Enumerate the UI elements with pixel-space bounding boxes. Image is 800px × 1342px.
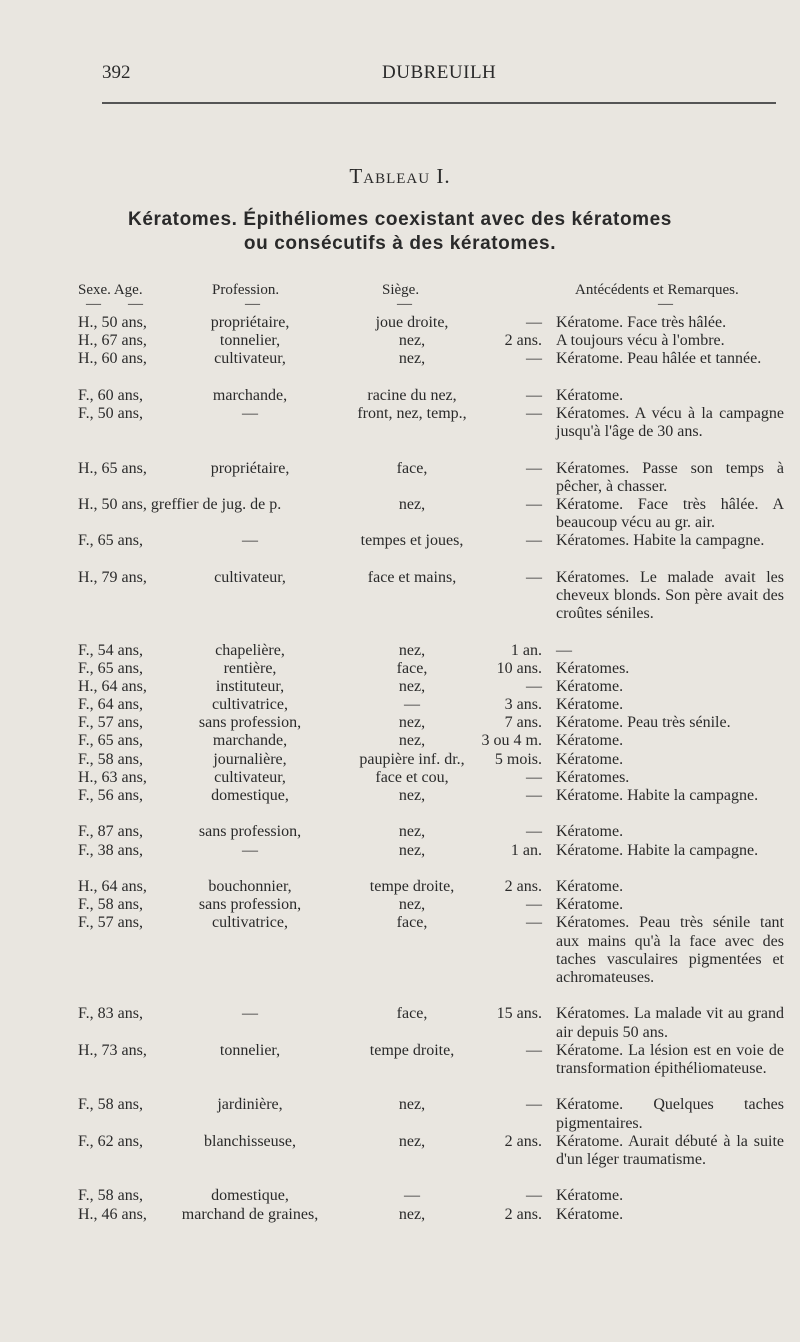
cell-remarks: Kératome. La lésion est en voie de transformation épithéliomateuse. [556, 1041, 784, 1077]
cell-profession: blanchisseuse, [204, 1132, 296, 1150]
table-row [0, 660, 800, 678]
table-row [0, 842, 800, 878]
cell-site: nez, [398, 677, 426, 695]
column-header-remarques: Antécédents et Remarques. [575, 282, 739, 298]
cell-profession: cultivatrice, [212, 914, 288, 932]
cell-site: paupière inf. dr., [359, 750, 465, 768]
cell-site: nez, [398, 841, 426, 859]
cell-sex-age: F., 50 ans, [78, 404, 143, 422]
cell-remarks: Kératome. Peau hâlée et tannée. [556, 350, 762, 368]
table-row [0, 751, 800, 769]
cell-sex-age: H., 63 ans, [78, 768, 147, 786]
cell-remarks: Kératome. [556, 1187, 624, 1205]
cell-sex-age: F., 60 ans, [78, 386, 143, 404]
cell-site: racine du nez, [367, 386, 457, 404]
table-row [0, 914, 800, 1005]
cell-sex-age: F., 58 ans, [78, 1187, 143, 1205]
cell-duration: — [526, 768, 542, 786]
cell-sex-age: F., 83 ans, [78, 1005, 143, 1023]
table-body [0, 314, 800, 1224]
cell-remarks: Kératome. Quelques taches pigmentaires. [556, 1096, 784, 1132]
cell-duration: — [526, 314, 542, 331]
cell-profession: jardinière, [217, 1096, 283, 1114]
table-row [0, 1187, 800, 1205]
cell-remarks: Kératomes. A vécu à la campagne jusqu'à l'âge de 30 ans. [556, 404, 784, 441]
cell-site: nez, [398, 732, 426, 750]
cell-site: face et mains, [367, 568, 457, 586]
cell-duration: 1 an. [510, 641, 542, 659]
table-row [0, 496, 800, 532]
cell-duration: 15 ans. [496, 1005, 542, 1023]
cell-remarks: Kératomes. Le malade avait les cheveux blonds. Son père avait des croûtes séniles. [556, 568, 784, 623]
cell-sex-age: H., 65 ans, [78, 459, 147, 477]
cell-profession: sans profession, [198, 714, 302, 732]
cell-duration: 3 ans. [504, 696, 542, 714]
cell-duration: 3 ou 4 m. [481, 732, 542, 750]
cell-sex-age: F., 62 ans, [78, 1132, 143, 1150]
cell-site: nez, [398, 896, 426, 914]
cell-duration: — [526, 495, 542, 513]
table-row [0, 878, 800, 896]
cell-remarks: Kératome. Peau très sénile. [556, 714, 731, 732]
cell-remarks: A toujours vécu à l'ombre. [556, 332, 725, 350]
cell-site: nez, [398, 1205, 426, 1223]
cell-duration: 2 ans. [504, 332, 542, 350]
cell-sex-age: H., 67 ans, [78, 332, 147, 350]
cell-duration: — [526, 914, 542, 932]
cell-remarks: Kératome. [556, 1205, 624, 1223]
table-label: Tableau I. [349, 164, 451, 188]
cell-site: tempes et joues, [360, 532, 464, 550]
cell-profession: propriétaire, [210, 459, 290, 477]
cell-profession: instituteur, [215, 677, 285, 695]
cell-duration: 7 ans. [504, 714, 542, 732]
cell-duration: — [526, 1041, 542, 1059]
cell-sex-age: F., 65 ans, [78, 532, 143, 550]
column-dash: — [658, 296, 673, 312]
table-row [0, 732, 800, 750]
column-header-siege: Siège. [382, 282, 420, 298]
cell-site: face, [396, 659, 428, 677]
table-row [0, 696, 800, 714]
table-row [0, 1042, 800, 1097]
cell-profession: — [242, 841, 258, 859]
title-line-2: ou consécutifs à des kératomes. [243, 233, 557, 254]
table-row [0, 387, 800, 405]
cell-sex-age: H., 46 ans, [78, 1205, 147, 1223]
table-row [0, 1206, 800, 1224]
table-row [0, 405, 800, 460]
cell-duration: — [526, 350, 542, 368]
cell-profession: marchand de graines, [181, 1205, 319, 1223]
cell-duration: — [526, 568, 542, 586]
cell-site: nez, [398, 714, 426, 732]
cell-site: — [404, 696, 420, 714]
cell-profession: journalière, [213, 750, 287, 768]
cell-sex-age: F., 65 ans, [78, 732, 143, 750]
cell-site: nez, [398, 350, 426, 368]
cell-duration: — [526, 823, 542, 841]
cell-site: nez, [398, 495, 426, 513]
cell-site: nez, [398, 787, 426, 805]
cell-sex-age: F., 87 ans, [78, 823, 143, 841]
cell-duration: — [526, 1096, 542, 1114]
column-dash: — [86, 296, 101, 312]
cell-remarks: Kératomes. Peau très sénile tant aux mains qu'à la face avec des taches vasculaires pigmentées et achromateuses. [556, 914, 784, 986]
cell-sex-age: F., 65 ans, [78, 659, 143, 677]
column-dash: — [128, 296, 143, 312]
cell-profession: — [242, 404, 258, 422]
cell-sex-age: H., 73 ans, [78, 1041, 147, 1059]
cell-remarks: Kératome. Face très hâlée. A beaucoup vécu au gr. air. [556, 495, 784, 532]
cell-duration: — [526, 532, 542, 550]
running-head: DUBREUILH [382, 62, 497, 83]
header-rule [102, 102, 776, 104]
cell-sex-age: H., 64 ans, [78, 877, 147, 895]
cell-site: tempe droite, [369, 1041, 455, 1059]
cell-duration: 2 ans. [504, 877, 542, 895]
table-row [0, 532, 800, 568]
cell-profession: tonnelier, [219, 1041, 281, 1059]
cell-remarks: Kératome. Habite la campagne. [556, 787, 759, 805]
cell-remarks: Kératome. [556, 750, 624, 768]
title-line-1: Kératomes. Épithéliomes coexistant avec des kératomes [128, 209, 672, 230]
cell-profession: bouchonnier, [208, 877, 292, 895]
table-row [0, 350, 800, 386]
cell-duration: — [526, 896, 542, 914]
cell-profession: — [242, 1005, 258, 1023]
cell-remarks: Kératome. Aurait débuté à la suite d'un léger traumatisme. [556, 1132, 784, 1168]
cell-profession: cultivateur, [214, 568, 286, 586]
cell-sex-age: F., 57 ans, [78, 714, 143, 732]
cell-remarks: Kératome. [556, 696, 624, 714]
page-header [102, 62, 776, 92]
cell-duration: 2 ans. [504, 1132, 542, 1150]
cell-profession: sans profession, [198, 896, 302, 914]
cell-remarks: Kératome. Face très hâlée. [556, 314, 727, 331]
cell-remarks: Kératome. Habite la campagne. [556, 841, 759, 859]
cell-site: tempe droite, [369, 877, 455, 895]
cell-remarks: Kératomes. [556, 659, 630, 677]
cell-sex-age: F., 64 ans, [78, 696, 143, 714]
cell-remarks: Kératomes. La malade vit au grand air depuis 50 ans. [556, 1005, 784, 1041]
page-number: 392 [102, 62, 131, 83]
cell-site: — [404, 1187, 420, 1205]
cell-site: nez, [398, 1096, 426, 1114]
cell-profession: cultivatrice, [212, 696, 288, 714]
table-row [0, 896, 800, 914]
cell-profession: domestique, [211, 1187, 289, 1205]
column-dash: — [397, 296, 412, 312]
table-row [0, 678, 800, 696]
table-title [0, 208, 800, 256]
cell-profession: domestique, [211, 787, 289, 805]
cell-profession: sans profession, [198, 823, 302, 841]
cell-sex-age: H., 79 ans, [78, 568, 147, 586]
cell-remarks: Kératome. [556, 896, 624, 914]
cell-site: nez, [398, 823, 426, 841]
cell-sex-age: F., 58 ans, [78, 896, 143, 914]
cell-profession: — [242, 532, 258, 550]
cell-duration: — [526, 677, 542, 695]
cell-duration: 10 ans. [496, 659, 542, 677]
cell-sex-age: F., 58 ans, [78, 750, 143, 768]
cell-profession: cultivateur, [214, 350, 286, 368]
table-row [0, 332, 800, 350]
cell-remarks: Kératome. [556, 877, 624, 895]
cell-sex-age: F., 38 ans, [78, 841, 143, 859]
cell-sex-age: F., 57 ans, [78, 914, 143, 932]
cell-profession: propriétaire, [210, 314, 290, 331]
cell-duration: 1 an. [510, 841, 542, 859]
table-row [0, 1096, 800, 1132]
cell-profession: marchande, [212, 386, 288, 404]
cell-sex-age: F., 56 ans, [78, 787, 143, 805]
column-dash: — [245, 296, 260, 312]
table-row [0, 460, 800, 496]
cell-duration: — [526, 787, 542, 805]
table-row [0, 769, 800, 787]
cell-site: joue droite, [375, 314, 449, 331]
cell-remarks: Kératomes. Habite la campagne. [556, 532, 765, 550]
cell-remarks: Kératomes. Passe son temps à pêcher, à chasser. [556, 459, 784, 495]
table-row [0, 642, 800, 660]
table-row [0, 1133, 800, 1188]
cell-site: nez, [398, 332, 426, 350]
cell-duration: — [526, 459, 542, 477]
cell-remarks: Kératome. [556, 823, 624, 841]
cell-site: face et cou, [375, 768, 449, 786]
cell-site: front, nez, temp., [357, 404, 467, 422]
cell-sex-age: F., 58 ans, [78, 1096, 143, 1114]
cell-remarks: Kératome. [556, 677, 624, 695]
cell-site: face, [396, 914, 428, 932]
cell-sex-age: F., 54 ans, [78, 641, 143, 659]
cell-remarks: — [556, 641, 572, 659]
table-row [0, 314, 800, 332]
cell-site: nez, [398, 641, 426, 659]
cell-sex-age: H., 64 ans, [78, 677, 147, 695]
cell-sex-age: H., 60 ans, [78, 350, 147, 368]
cell-site: face, [396, 1005, 428, 1023]
cell-remarks: Kératome. [556, 386, 624, 404]
cell-duration: — [526, 1187, 542, 1205]
table-row [0, 787, 800, 823]
cell-profession: rentière, [223, 659, 277, 677]
table-row [0, 1005, 800, 1041]
cell-remarks: Kératomes. [556, 768, 630, 786]
cell-profession: marchande, [212, 732, 288, 750]
cell-duration: 5 mois. [494, 750, 542, 768]
cell-sex-age: H., 50 ans, [78, 314, 147, 331]
column-header-profession: Profession. [212, 282, 280, 298]
table-row [0, 569, 800, 642]
cell-profession: tonnelier, [219, 332, 281, 350]
cell-site: face, [396, 459, 428, 477]
table-row [0, 714, 800, 732]
cell-sex-age: H., 50 ans, greffier de jug. de p. [78, 495, 282, 513]
cell-duration: — [526, 386, 542, 404]
table-row [0, 823, 800, 841]
cell-profession: chapelière, [215, 641, 285, 659]
cell-duration: 2 ans. [504, 1205, 542, 1223]
cell-site: nez, [398, 1132, 426, 1150]
cell-profession: cultivateur, [214, 768, 286, 786]
cell-duration: — [526, 404, 542, 422]
cell-remarks: Kératome. [556, 732, 624, 750]
column-header-sexe-age: Sexe. Age. [78, 282, 143, 298]
